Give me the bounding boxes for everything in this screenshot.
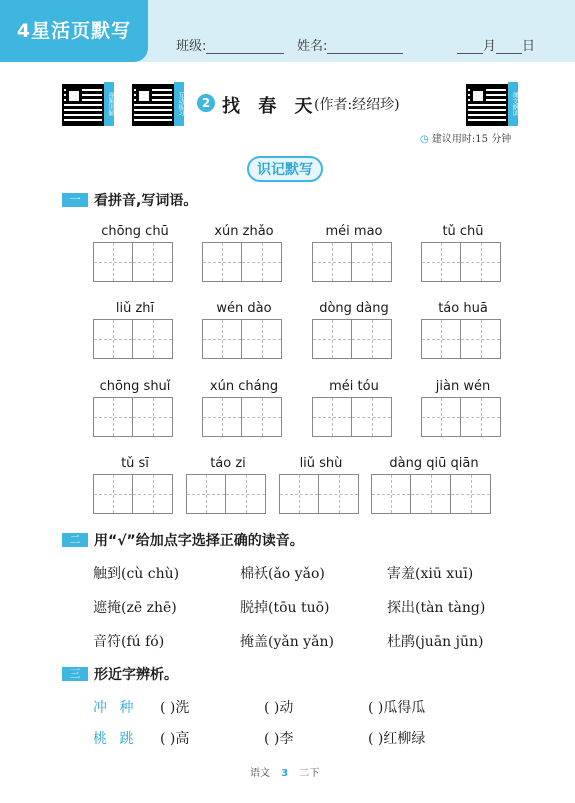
fill-blank[interactable]: ( )李 bbox=[264, 731, 294, 747]
month-blank[interactable] bbox=[457, 41, 483, 54]
qr-code-reading[interactable] bbox=[466, 84, 508, 126]
pinyin-label: méi tóu bbox=[329, 379, 379, 394]
page-footer bbox=[250, 764, 319, 779]
footer-grade: 二下 bbox=[299, 768, 320, 779]
writing-grid[interactable] bbox=[371, 474, 491, 514]
date-field bbox=[457, 35, 535, 54]
writing-grid[interactable] bbox=[421, 319, 501, 359]
reading-choice[interactable]: 害羞(xiū xuī) bbox=[387, 566, 474, 582]
fill-blank[interactable]: ( )洗 bbox=[160, 700, 190, 716]
fill-blank[interactable]: ( )高 bbox=[160, 731, 190, 747]
fill-blank[interactable]: ( )红柳绿 bbox=[368, 731, 426, 747]
writing-grid[interactable] bbox=[202, 242, 282, 282]
question-2-badge: 二 bbox=[62, 533, 88, 547]
reading-choice[interactable]: 触到(cù chù) bbox=[93, 566, 180, 582]
reading-choice[interactable]: 遮掩(zē zhē) bbox=[93, 600, 177, 616]
pinyin-label: jiàn wén bbox=[435, 379, 491, 394]
char-pair: 桃 跳 bbox=[93, 731, 138, 747]
writing-grid[interactable] bbox=[312, 397, 392, 437]
qr-tag-video: 视频讲解 bbox=[104, 82, 114, 126]
reading-choice[interactable]: 掩盖(yǎn yǎn) bbox=[240, 634, 334, 650]
question-3-title: 形近字辨析。 bbox=[94, 667, 178, 683]
question-1-badge: 一 bbox=[62, 193, 88, 207]
reading-choice[interactable]: 脱掉(tōu tuō) bbox=[240, 600, 330, 616]
class-label: 班级: bbox=[176, 39, 207, 54]
pinyin-label: xún zhǎo bbox=[214, 224, 274, 239]
qr-code-video[interactable] bbox=[62, 84, 104, 126]
pinyin-label: chōng shuǐ bbox=[99, 379, 171, 394]
char-pair: 冲 种 bbox=[93, 700, 138, 716]
writing-grid[interactable] bbox=[202, 319, 282, 359]
pinyin-label: chōng chū bbox=[101, 224, 169, 239]
pinyin-label: méi mao bbox=[325, 224, 383, 239]
footer-subject: 语文 bbox=[250, 768, 270, 779]
name-blank[interactable] bbox=[327, 41, 403, 54]
pinyin-label: liǔ shù bbox=[299, 456, 343, 471]
reading-choice[interactable]: 杜鹃(juān jūn) bbox=[387, 634, 484, 650]
pinyin-label: wén dào bbox=[216, 301, 272, 316]
qr-tag-practice: 互动练习 bbox=[174, 82, 184, 126]
writing-grid[interactable] bbox=[93, 242, 173, 282]
reading-choice[interactable]: 音符(fú fó) bbox=[93, 634, 165, 650]
writing-grid[interactable] bbox=[186, 474, 266, 514]
writing-grid[interactable] bbox=[93, 474, 173, 514]
qr-code-practice[interactable] bbox=[132, 84, 174, 126]
question-1-title: 看拼音,写词语。 bbox=[94, 193, 198, 209]
writing-grid[interactable] bbox=[202, 397, 282, 437]
pinyin-label: liǔ zhī bbox=[115, 301, 155, 316]
writing-grid[interactable] bbox=[93, 319, 173, 359]
pinyin-label: xún cháng bbox=[209, 379, 279, 394]
time-note bbox=[420, 130, 511, 145]
clock-icon: ◷ bbox=[420, 134, 429, 145]
question-2-title: 用“√”给加点字选择正确的读音。 bbox=[94, 533, 304, 549]
class-blank[interactable] bbox=[206, 41, 284, 54]
page-number: 3 bbox=[281, 768, 289, 779]
brand-logo: 4星活页默写 bbox=[0, 0, 148, 62]
pinyin-label: dàng qiū qiān bbox=[389, 456, 479, 471]
pinyin-label: dòng dàng bbox=[319, 301, 389, 316]
lesson-title: 找 春 天 bbox=[222, 96, 319, 117]
lesson-author: (作者:经绍珍) bbox=[314, 97, 400, 113]
time-note-text: 建议用时:15 分钟 bbox=[431, 134, 512, 145]
name-label: 姓名: bbox=[297, 39, 328, 54]
qr-tag-reading: 课文朗读 bbox=[508, 82, 518, 126]
pinyin-label: tǔ chū bbox=[442, 224, 484, 239]
class-field bbox=[176, 35, 284, 54]
pinyin-label: táo zi bbox=[210, 456, 246, 471]
writing-grid[interactable] bbox=[312, 242, 392, 282]
pinyin-label: tǔ sī bbox=[121, 456, 149, 471]
name-field bbox=[297, 35, 403, 54]
writing-grid[interactable] bbox=[421, 242, 501, 282]
writing-grid[interactable] bbox=[93, 397, 173, 437]
lesson-number-badge: 2 bbox=[197, 94, 215, 112]
reading-choice[interactable]: 探出(tàn tàng) bbox=[387, 600, 486, 616]
month-label: 月 bbox=[483, 39, 497, 54]
day-label: 日 bbox=[522, 39, 536, 54]
writing-grid[interactable] bbox=[312, 319, 392, 359]
writing-grid[interactable] bbox=[421, 397, 501, 437]
writing-grid[interactable] bbox=[279, 474, 359, 514]
day-blank[interactable] bbox=[496, 41, 522, 54]
section-title: 识记默写 bbox=[247, 156, 323, 182]
reading-choice[interactable]: 棉袄(ǎo yǎo) bbox=[240, 566, 325, 582]
question-3-badge: 三 bbox=[62, 667, 88, 681]
fill-blank[interactable]: ( )瓜得瓜 bbox=[368, 700, 426, 716]
pinyin-label: táo huā bbox=[438, 301, 488, 316]
fill-blank[interactable]: ( )动 bbox=[264, 700, 294, 716]
